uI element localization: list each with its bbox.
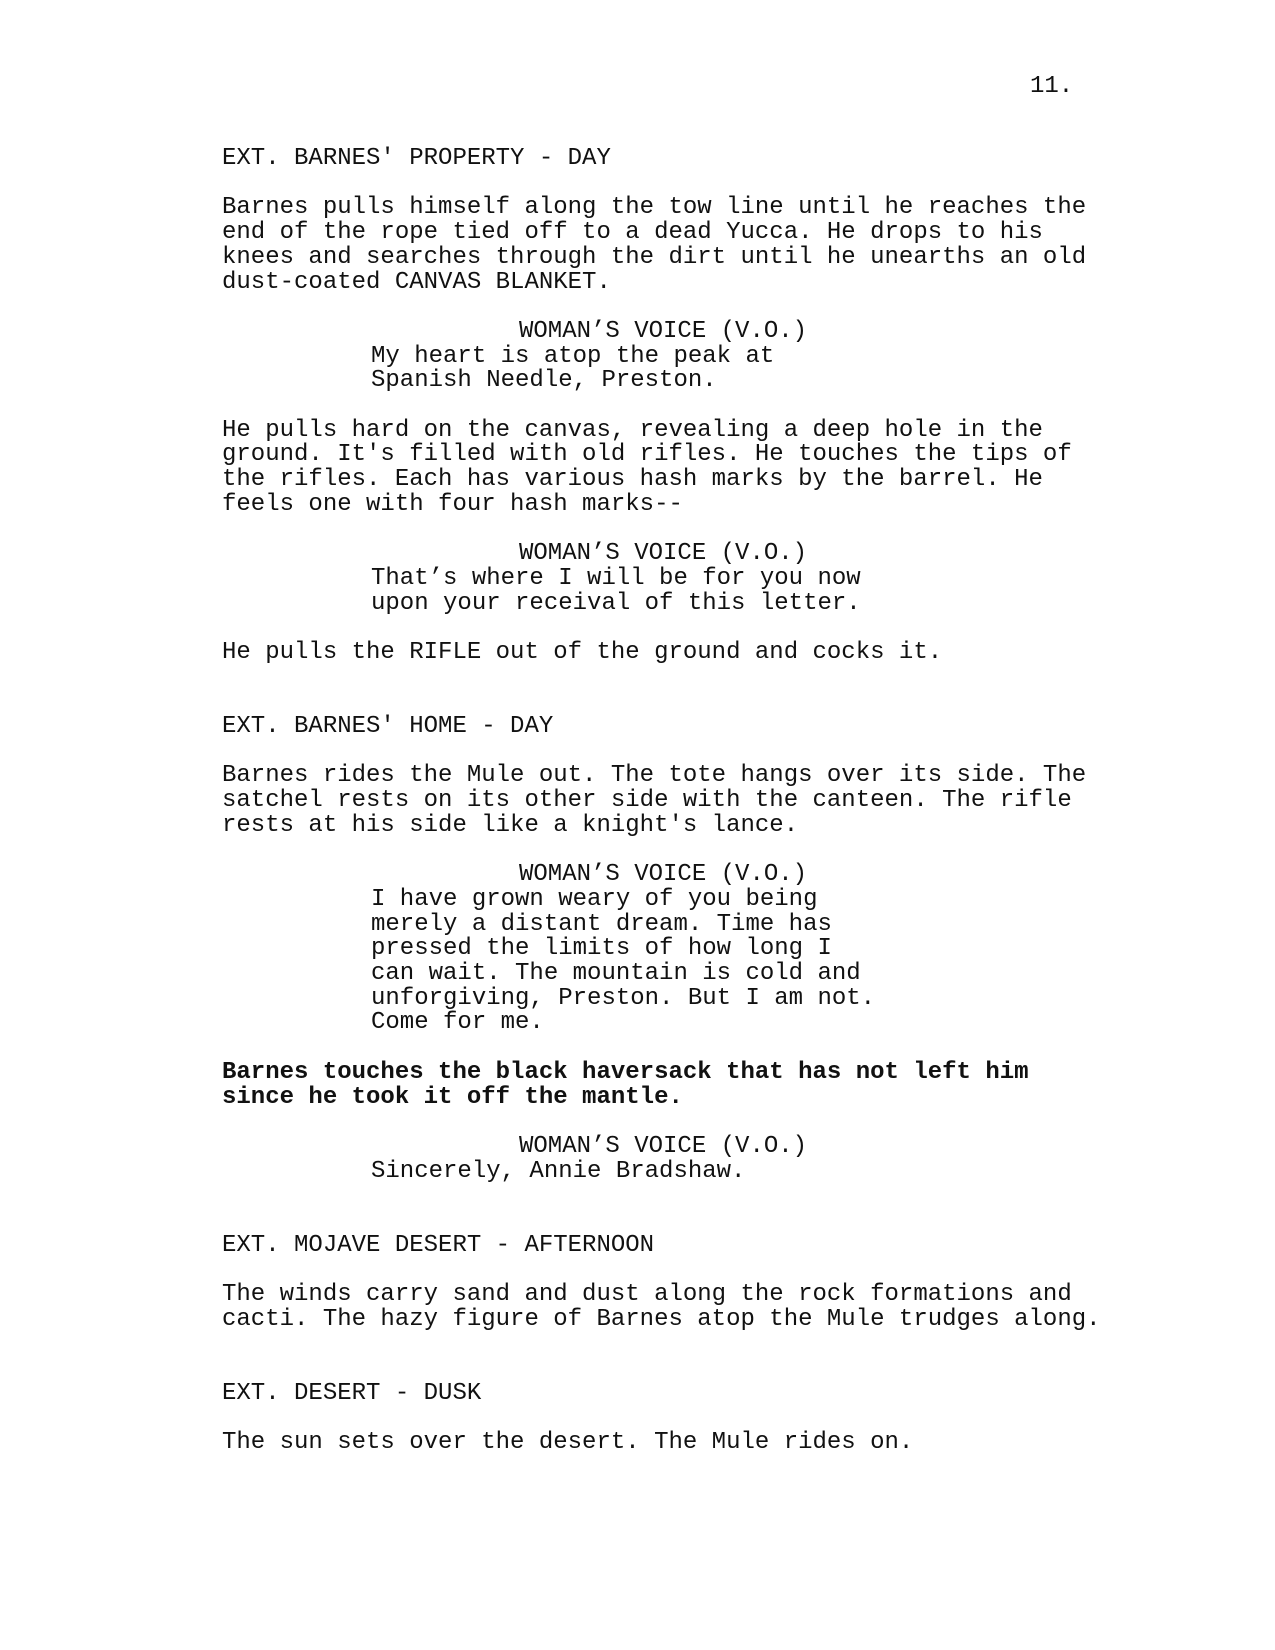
script-body [222, 147, 1122, 1456]
character-cue: WOMAN’S VOICE (V.O.) [519, 861, 808, 889]
dialogue-line: My heart is atop the peak at Spanish Needle, Preston. [371, 342, 775, 395]
scene-heading: EXT. BARNES' PROPERTY - DAY [222, 145, 611, 172]
action-line: He pulls the RIFLE out of the ground and cocks it. [222, 638, 943, 666]
character-cue: WOMAN’S VOICE (V.O.) [519, 540, 808, 568]
action-line: He pulls hard on the canvas, revealing a deep hole in the ground. It's filled with old rifles. He touches the tips of the rifles. Each has various hash marks by the barrel. He feels one with four hash marks-- [222, 416, 1072, 518]
page-number: 11. [1030, 73, 1074, 100]
character-cue: WOMAN’S VOICE (V.O.) [519, 317, 808, 345]
action-line-bold: Barnes touches the black haversack that has not left him since he took it off the mantle. [222, 1058, 1029, 1111]
scene-heading: EXT. DESERT - DUSK [222, 1379, 482, 1407]
action-line: The winds carry sand and dust along the rock formations and cacti. The hazy figure of Barnes atop the Mule trudges along. [222, 1281, 1101, 1333]
dialogue-line: That’s where I will be for you now upon your receival of this letter. [371, 564, 861, 617]
action-line: Barnes pulls himself along the tow line until he reaches the end of the rope tied off to a dead Yucca. He drops to his knees and searches through the dirt until he unearths an old dust-coated CANVAS BLANKET. [222, 194, 1087, 296]
dialogue-line: Sincerely, Annie Bradshaw. [371, 1157, 746, 1185]
scene-heading: EXT. BARNES' HOME - DAY [222, 713, 554, 741]
scene-heading: EXT. MOJAVE DESERT - AFTERNOON [222, 1231, 655, 1259]
dialogue-line: I have grown weary of you being merely a distant dream. Time has pressed the limits of how long I can wait. The mountain is cold and unforgiving, Preston. But I am not. Come for me. [371, 885, 876, 1037]
action-line: The sun sets over the desert. The Mule rides on. [222, 1429, 914, 1457]
character-cue: WOMAN’S VOICE (V.O.) [519, 1132, 808, 1160]
action-line: Barnes rides the Mule out. The tote hangs over its side. The satchel rests on its other side with the canteen. The rifle rests at his side like a knight's lance. [222, 762, 1087, 839]
